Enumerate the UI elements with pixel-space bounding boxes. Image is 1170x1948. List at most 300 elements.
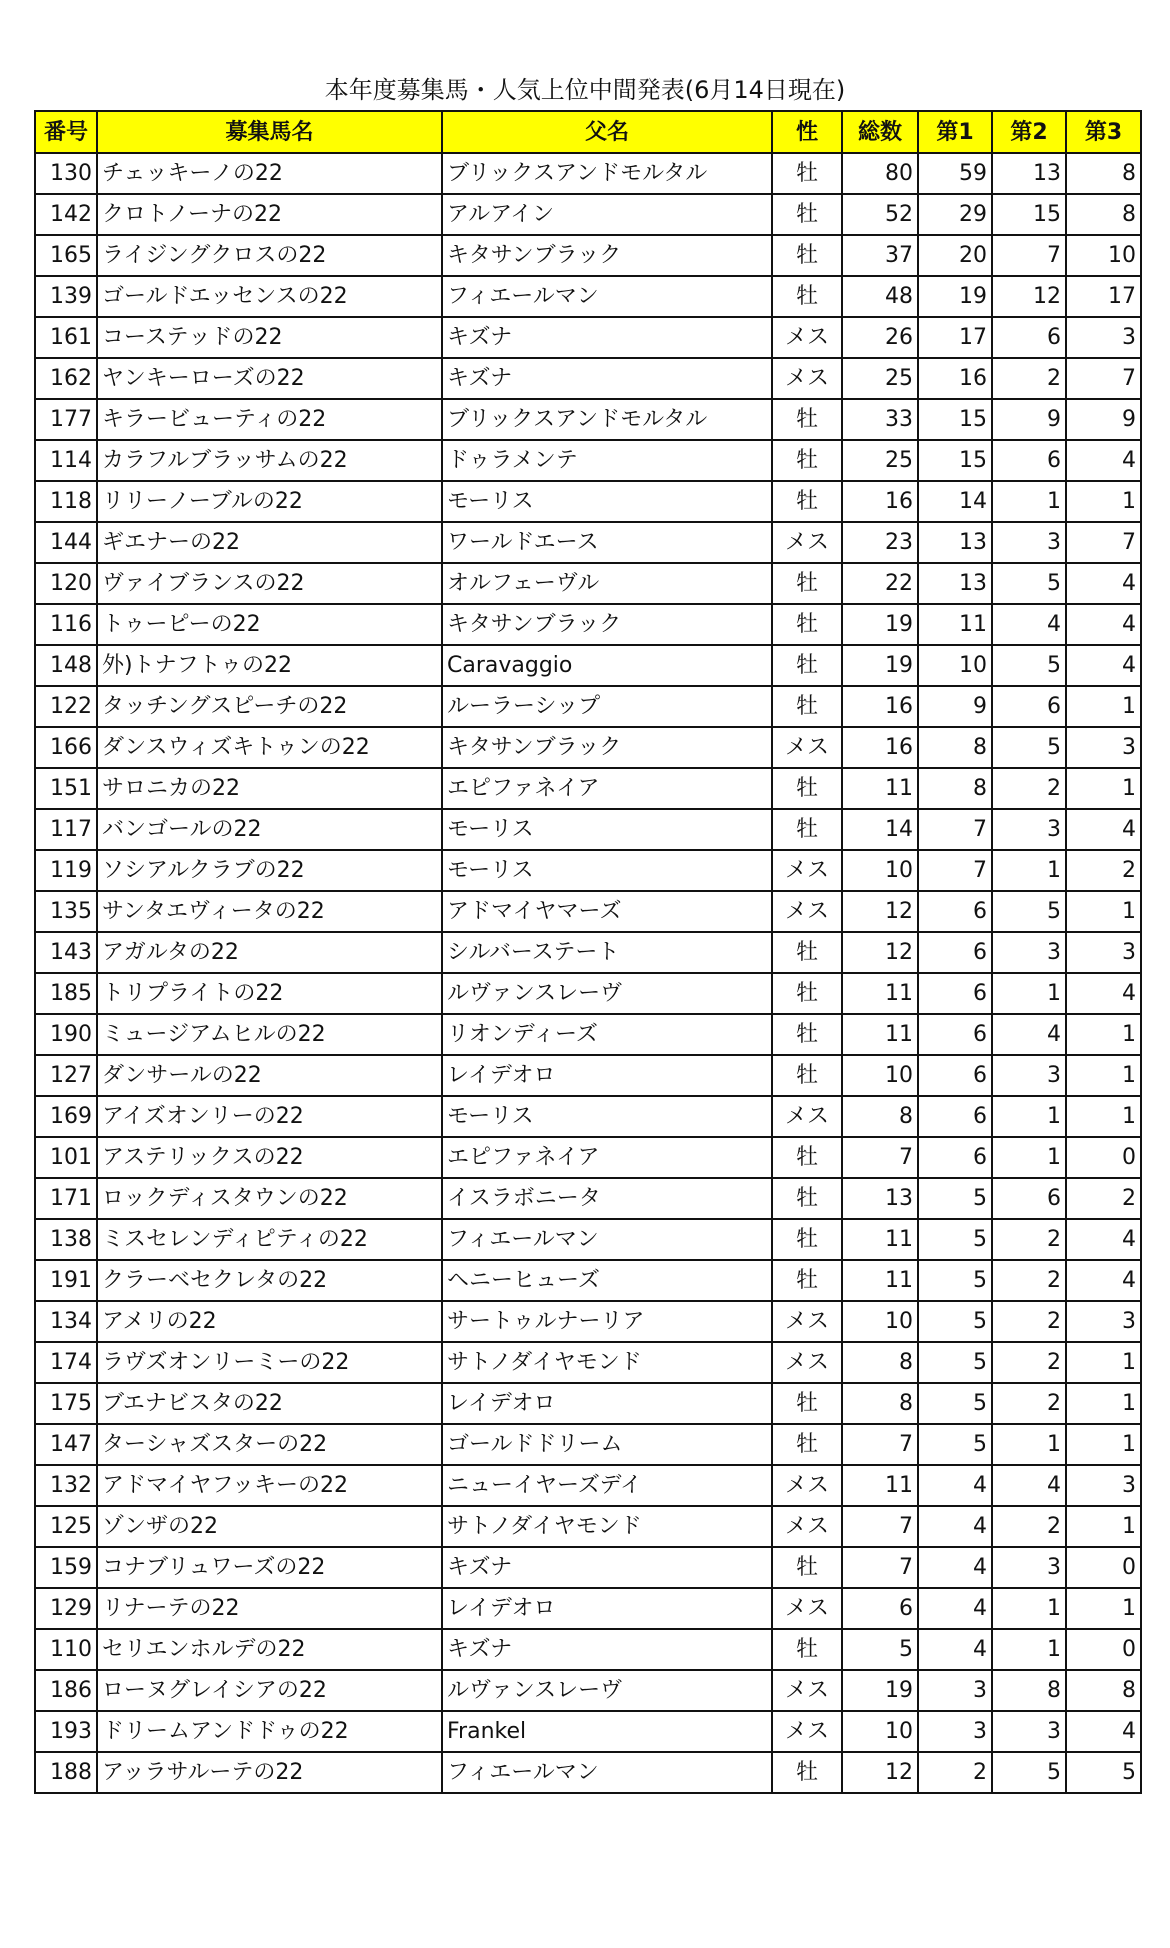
cell-number: 175 <box>35 1383 97 1424</box>
cell-sex: 牡 <box>772 440 842 481</box>
cell-horse-name: アステリックスの22 <box>97 1137 442 1178</box>
table-row <box>35 440 1141 481</box>
cell-second: 1 <box>992 1588 1066 1629</box>
cell-sex: 牡 <box>772 276 842 317</box>
cell-total: 48 <box>842 276 918 317</box>
cell-sire: ニューイヤーズデイ <box>442 1465 772 1506</box>
cell-first: 7 <box>918 850 992 891</box>
cell-horse-name: ゾンザの22 <box>97 1506 442 1547</box>
cell-sire: ルヴァンスレーヴ <box>442 1670 772 1711</box>
cell-sex: メス <box>772 358 842 399</box>
cell-horse-name: ミュージアムヒルの22 <box>97 1014 442 1055</box>
header-row <box>35 111 1141 153</box>
cell-total: 10 <box>842 1711 918 1752</box>
table-row <box>35 645 1141 686</box>
cell-number: 125 <box>35 1506 97 1547</box>
cell-second: 2 <box>992 1383 1066 1424</box>
cell-total: 6 <box>842 1588 918 1629</box>
cell-sex: メス <box>772 891 842 932</box>
cell-number: 186 <box>35 1670 97 1711</box>
cell-horse-name: サンタエヴィータの22 <box>97 891 442 932</box>
cell-sire: リオンディーズ <box>442 1014 772 1055</box>
table-row <box>35 153 1141 194</box>
cell-second: 2 <box>992 1301 1066 1342</box>
cell-sex: 牡 <box>772 1014 842 1055</box>
table-row <box>35 727 1141 768</box>
cell-sire: キズナ <box>442 1629 772 1670</box>
cell-sire: キタサンブラック <box>442 727 772 768</box>
table-row <box>35 1670 1141 1711</box>
cell-second: 3 <box>992 1711 1066 1752</box>
header-third: 第3 <box>1066 111 1141 153</box>
cell-number: 101 <box>35 1137 97 1178</box>
cell-number: 143 <box>35 932 97 973</box>
cell-total: 23 <box>842 522 918 563</box>
cell-second: 4 <box>992 604 1066 645</box>
cell-first: 4 <box>918 1506 992 1547</box>
table-row <box>35 399 1141 440</box>
cell-total: 12 <box>842 1752 918 1793</box>
cell-first: 8 <box>918 768 992 809</box>
cell-number: 169 <box>35 1096 97 1137</box>
cell-sex: メス <box>772 1301 842 1342</box>
cell-third: 4 <box>1066 1219 1141 1260</box>
table-row <box>35 1260 1141 1301</box>
cell-sire: ルヴァンスレーヴ <box>442 973 772 1014</box>
table-row <box>35 1219 1141 1260</box>
cell-horse-name: セリエンホルデの22 <box>97 1629 442 1670</box>
cell-total: 11 <box>842 1219 918 1260</box>
cell-first: 8 <box>918 727 992 768</box>
cell-sex: 牡 <box>772 1629 842 1670</box>
cell-total: 52 <box>842 194 918 235</box>
cell-total: 12 <box>842 932 918 973</box>
cell-sire: ゴールドドリーム <box>442 1424 772 1465</box>
cell-first: 4 <box>918 1465 992 1506</box>
cell-total: 11 <box>842 768 918 809</box>
cell-horse-name: リナーテの22 <box>97 1588 442 1629</box>
cell-horse-name: ミスセレンディピティの22 <box>97 1219 442 1260</box>
cell-sex: 牡 <box>772 563 842 604</box>
cell-number: 120 <box>35 563 97 604</box>
cell-horse-name: コナブリュワーズの22 <box>97 1547 442 1588</box>
cell-second: 3 <box>992 1547 1066 1588</box>
cell-horse-name: ラヴズオンリーミーの22 <box>97 1342 442 1383</box>
cell-third: 3 <box>1066 1465 1141 1506</box>
table-row <box>35 358 1141 399</box>
cell-total: 7 <box>842 1547 918 1588</box>
cell-sire: ドゥラメンテ <box>442 440 772 481</box>
cell-third: 17 <box>1066 276 1141 317</box>
cell-third: 3 <box>1066 1301 1141 1342</box>
cell-second: 1 <box>992 1096 1066 1137</box>
table-row <box>35 1055 1141 1096</box>
cell-sire: モーリス <box>442 481 772 522</box>
cell-total: 80 <box>842 153 918 194</box>
cell-horse-name: ロックディスタウンの22 <box>97 1178 442 1219</box>
cell-first: 17 <box>918 317 992 358</box>
cell-sire: ワールドエース <box>442 522 772 563</box>
cell-sex: 牡 <box>772 1383 842 1424</box>
cell-second: 1 <box>992 481 1066 522</box>
cell-first: 15 <box>918 440 992 481</box>
cell-sex: 牡 <box>772 399 842 440</box>
cell-second: 5 <box>992 727 1066 768</box>
cell-second: 2 <box>992 358 1066 399</box>
cell-sex: メス <box>772 1342 842 1383</box>
table-row <box>35 1547 1141 1588</box>
cell-horse-name: サロニカの22 <box>97 768 442 809</box>
cell-horse-name: リリーノーブルの22 <box>97 481 442 522</box>
cell-sex: 牡 <box>772 1424 842 1465</box>
cell-second: 1 <box>992 973 1066 1014</box>
cell-total: 12 <box>842 891 918 932</box>
cell-second: 9 <box>992 399 1066 440</box>
cell-third: 4 <box>1066 1260 1141 1301</box>
cell-first: 5 <box>918 1301 992 1342</box>
cell-horse-name: アイズオンリーの22 <box>97 1096 442 1137</box>
cell-sex: 牡 <box>772 809 842 850</box>
cell-total: 19 <box>842 645 918 686</box>
cell-third: 8 <box>1066 1670 1141 1711</box>
cell-first: 6 <box>918 891 992 932</box>
header-horse-name: 募集馬名 <box>97 111 442 153</box>
table-row <box>35 1588 1141 1629</box>
cell-third: 4 <box>1066 440 1141 481</box>
cell-sire: アルアイン <box>442 194 772 235</box>
cell-horse-name: ライジングクロスの22 <box>97 235 442 276</box>
cell-third: 1 <box>1066 1055 1141 1096</box>
cell-second: 4 <box>992 1465 1066 1506</box>
cell-horse-name: ゴールドエッセンスの22 <box>97 276 442 317</box>
cell-number: 188 <box>35 1752 97 1793</box>
cell-third: 4 <box>1066 1711 1141 1752</box>
cell-first: 5 <box>918 1260 992 1301</box>
cell-number: 119 <box>35 850 97 891</box>
cell-number: 147 <box>35 1424 97 1465</box>
cell-first: 4 <box>918 1547 992 1588</box>
cell-sex: 牡 <box>772 1752 842 1793</box>
cell-third: 4 <box>1066 973 1141 1014</box>
cell-sex: メス <box>772 317 842 358</box>
cell-sex: 牡 <box>772 1547 842 1588</box>
cell-number: 129 <box>35 1588 97 1629</box>
cell-third: 0 <box>1066 1547 1141 1588</box>
cell-first: 3 <box>918 1711 992 1752</box>
cell-second: 5 <box>992 563 1066 604</box>
cell-third: 3 <box>1066 727 1141 768</box>
table-row <box>35 563 1141 604</box>
cell-sex: 牡 <box>772 235 842 276</box>
cell-sire: エピファネイア <box>442 1137 772 1178</box>
header-second: 第2 <box>992 111 1066 153</box>
cell-second: 2 <box>992 1219 1066 1260</box>
cell-total: 7 <box>842 1506 918 1547</box>
table-row <box>35 1178 1141 1219</box>
cell-horse-name: ダンスウィズキトゥンの22 <box>97 727 442 768</box>
cell-sex: メス <box>772 522 842 563</box>
cell-second: 6 <box>992 1178 1066 1219</box>
cell-sex: 牡 <box>772 1219 842 1260</box>
cell-third: 4 <box>1066 645 1141 686</box>
cell-number: 127 <box>35 1055 97 1096</box>
table-row <box>35 686 1141 727</box>
cell-second: 3 <box>992 809 1066 850</box>
cell-horse-name: ローヌグレイシアの22 <box>97 1670 442 1711</box>
cell-third: 4 <box>1066 604 1141 645</box>
cell-number: 151 <box>35 768 97 809</box>
cell-sex: 牡 <box>772 686 842 727</box>
cell-third: 1 <box>1066 1342 1141 1383</box>
cell-second: 2 <box>992 1506 1066 1547</box>
cell-sex: メス <box>772 1096 842 1137</box>
cell-sex: 牡 <box>772 973 842 1014</box>
cell-total: 10 <box>842 1055 918 1096</box>
cell-third: 0 <box>1066 1629 1141 1670</box>
cell-horse-name: トゥーピーの22 <box>97 604 442 645</box>
cell-sex: 牡 <box>772 481 842 522</box>
table-row <box>35 522 1141 563</box>
cell-third: 1 <box>1066 686 1141 727</box>
cell-number: 166 <box>35 727 97 768</box>
cell-number: 117 <box>35 809 97 850</box>
cell-horse-name: カラフルブラッサムの22 <box>97 440 442 481</box>
cell-sire: キタサンブラック <box>442 604 772 645</box>
cell-third: 4 <box>1066 809 1141 850</box>
cell-first: 6 <box>918 1055 992 1096</box>
cell-second: 2 <box>992 1260 1066 1301</box>
cell-third: 1 <box>1066 891 1141 932</box>
cell-second: 5 <box>992 1752 1066 1793</box>
header-sex: 性 <box>772 111 842 153</box>
table-row <box>35 850 1141 891</box>
cell-total: 16 <box>842 481 918 522</box>
cell-sire: ブリックスアンドモルタル <box>442 399 772 440</box>
cell-sire: フィエールマン <box>442 276 772 317</box>
cell-sire: オルフェーヴル <box>442 563 772 604</box>
cell-total: 10 <box>842 1301 918 1342</box>
cell-total: 11 <box>842 973 918 1014</box>
table-row <box>35 194 1141 235</box>
cell-horse-name: ドリームアンドドゥの22 <box>97 1711 442 1752</box>
cell-total: 19 <box>842 604 918 645</box>
cell-total: 25 <box>842 440 918 481</box>
table-row <box>35 1752 1141 1793</box>
cell-horse-name: ヴァイブランスの22 <box>97 563 442 604</box>
cell-number: 122 <box>35 686 97 727</box>
cell-sex: メス <box>772 1711 842 1752</box>
cell-horse-name: ヤンキーローズの22 <box>97 358 442 399</box>
cell-first: 14 <box>918 481 992 522</box>
cell-second: 2 <box>992 768 1066 809</box>
cell-sex: 牡 <box>772 194 842 235</box>
cell-horse-name: トリプライトの22 <box>97 973 442 1014</box>
cell-number: 138 <box>35 1219 97 1260</box>
cell-second: 6 <box>992 440 1066 481</box>
cell-sex: メス <box>772 1465 842 1506</box>
cell-sex: 牡 <box>772 1260 842 1301</box>
cell-sire: レイデオロ <box>442 1383 772 1424</box>
table-row <box>35 1137 1141 1178</box>
cell-total: 11 <box>842 1260 918 1301</box>
cell-total: 16 <box>842 686 918 727</box>
cell-number: 191 <box>35 1260 97 1301</box>
cell-third: 0 <box>1066 1137 1141 1178</box>
cell-total: 22 <box>842 563 918 604</box>
cell-number: 162 <box>35 358 97 399</box>
cell-number: 185 <box>35 973 97 1014</box>
cell-sex: 牡 <box>772 153 842 194</box>
cell-total: 8 <box>842 1342 918 1383</box>
cell-first: 9 <box>918 686 992 727</box>
cell-sire: エピファネイア <box>442 768 772 809</box>
cell-sex: 牡 <box>772 768 842 809</box>
cell-horse-name: アガルタの22 <box>97 932 442 973</box>
cell-number: 130 <box>35 153 97 194</box>
cell-number: 193 <box>35 1711 97 1752</box>
cell-sire: モーリス <box>442 850 772 891</box>
cell-total: 16 <box>842 727 918 768</box>
cell-third: 1 <box>1066 1588 1141 1629</box>
cell-second: 13 <box>992 153 1066 194</box>
cell-third: 7 <box>1066 358 1141 399</box>
cell-number: 116 <box>35 604 97 645</box>
cell-horse-name: ターシャズスターの22 <box>97 1424 442 1465</box>
cell-third: 7 <box>1066 522 1141 563</box>
cell-sire: キズナ <box>442 358 772 399</box>
cell-sire: キタサンブラック <box>442 235 772 276</box>
table-row <box>35 1629 1141 1670</box>
cell-sex: 牡 <box>772 1137 842 1178</box>
cell-third: 1 <box>1066 1424 1141 1465</box>
cell-first: 6 <box>918 932 992 973</box>
cell-sex: 牡 <box>772 932 842 973</box>
cell-horse-name: アドマイヤフッキーの22 <box>97 1465 442 1506</box>
cell-total: 5 <box>842 1629 918 1670</box>
table-row <box>35 1301 1141 1342</box>
cell-sire: ルーラーシップ <box>442 686 772 727</box>
cell-third: 4 <box>1066 563 1141 604</box>
cell-second: 3 <box>992 1055 1066 1096</box>
ranking-table <box>34 110 1142 1794</box>
cell-third: 1 <box>1066 768 1141 809</box>
cell-first: 10 <box>918 645 992 686</box>
table-row <box>35 1383 1141 1424</box>
cell-number: 135 <box>35 891 97 932</box>
cell-first: 4 <box>918 1588 992 1629</box>
cell-number: 110 <box>35 1629 97 1670</box>
cell-total: 11 <box>842 1014 918 1055</box>
table-row <box>35 973 1141 1014</box>
cell-number: 177 <box>35 399 97 440</box>
cell-total: 8 <box>842 1096 918 1137</box>
cell-second: 2 <box>992 1342 1066 1383</box>
cell-first: 16 <box>918 358 992 399</box>
table-row <box>35 809 1141 850</box>
table-row <box>35 1342 1141 1383</box>
cell-sex: メス <box>772 1670 842 1711</box>
cell-number: 132 <box>35 1465 97 1506</box>
cell-third: 2 <box>1066 1178 1141 1219</box>
cell-sex: メス <box>772 850 842 891</box>
cell-third: 8 <box>1066 194 1141 235</box>
cell-first: 29 <box>918 194 992 235</box>
cell-sire: シルバーステート <box>442 932 772 973</box>
cell-second: 1 <box>992 1629 1066 1670</box>
cell-second: 5 <box>992 891 1066 932</box>
cell-second: 5 <box>992 645 1066 686</box>
cell-total: 7 <box>842 1137 918 1178</box>
cell-number: 190 <box>35 1014 97 1055</box>
cell-sire: サトノダイヤモンド <box>442 1506 772 1547</box>
cell-number: 161 <box>35 317 97 358</box>
cell-horse-name: ソシアルクラブの22 <box>97 850 442 891</box>
cell-second: 4 <box>992 1014 1066 1055</box>
cell-horse-name: アメリの22 <box>97 1301 442 1342</box>
cell-first: 6 <box>918 1096 992 1137</box>
cell-total: 25 <box>842 358 918 399</box>
cell-second: 7 <box>992 235 1066 276</box>
cell-first: 2 <box>918 1752 992 1793</box>
table-header <box>35 111 1141 153</box>
cell-sire: フィエールマン <box>442 1219 772 1260</box>
table-row <box>35 604 1141 645</box>
cell-sire: モーリス <box>442 1096 772 1137</box>
cell-horse-name: クロトノーナの22 <box>97 194 442 235</box>
cell-horse-name: ブエナビスタの22 <box>97 1383 442 1424</box>
cell-sex: 牡 <box>772 1055 842 1096</box>
header-first: 第1 <box>918 111 992 153</box>
cell-third: 2 <box>1066 850 1141 891</box>
cell-sire: キズナ <box>442 317 772 358</box>
cell-total: 8 <box>842 1383 918 1424</box>
cell-first: 5 <box>918 1178 992 1219</box>
cell-horse-name: クラーベセクレタの22 <box>97 1260 442 1301</box>
cell-sex: 牡 <box>772 645 842 686</box>
cell-first: 15 <box>918 399 992 440</box>
table-row <box>35 481 1141 522</box>
cell-horse-name: コーステッドの22 <box>97 317 442 358</box>
table-row <box>35 235 1141 276</box>
cell-second: 6 <box>992 317 1066 358</box>
cell-first: 6 <box>918 1137 992 1178</box>
cell-sire: サトノダイヤモンド <box>442 1342 772 1383</box>
cell-third: 3 <box>1066 932 1141 973</box>
header-sire: 父名 <box>442 111 772 153</box>
cell-total: 37 <box>842 235 918 276</box>
cell-sex: メス <box>772 1506 842 1547</box>
cell-second: 1 <box>992 850 1066 891</box>
cell-sire: ブリックスアンドモルタル <box>442 153 772 194</box>
cell-horse-name: バンゴールの22 <box>97 809 442 850</box>
cell-sire: レイデオロ <box>442 1588 772 1629</box>
cell-first: 11 <box>918 604 992 645</box>
table-row <box>35 891 1141 932</box>
cell-second: 1 <box>992 1424 1066 1465</box>
cell-first: 3 <box>918 1670 992 1711</box>
cell-horse-name: ギエナーの22 <box>97 522 442 563</box>
cell-second: 3 <box>992 522 1066 563</box>
cell-first: 5 <box>918 1383 992 1424</box>
cell-horse-name: キラービューティの22 <box>97 399 442 440</box>
cell-sire: モーリス <box>442 809 772 850</box>
cell-number: 139 <box>35 276 97 317</box>
cell-number: 159 <box>35 1547 97 1588</box>
cell-first: 6 <box>918 1014 992 1055</box>
cell-second: 15 <box>992 194 1066 235</box>
cell-sex: メス <box>772 1588 842 1629</box>
cell-number: 142 <box>35 194 97 235</box>
